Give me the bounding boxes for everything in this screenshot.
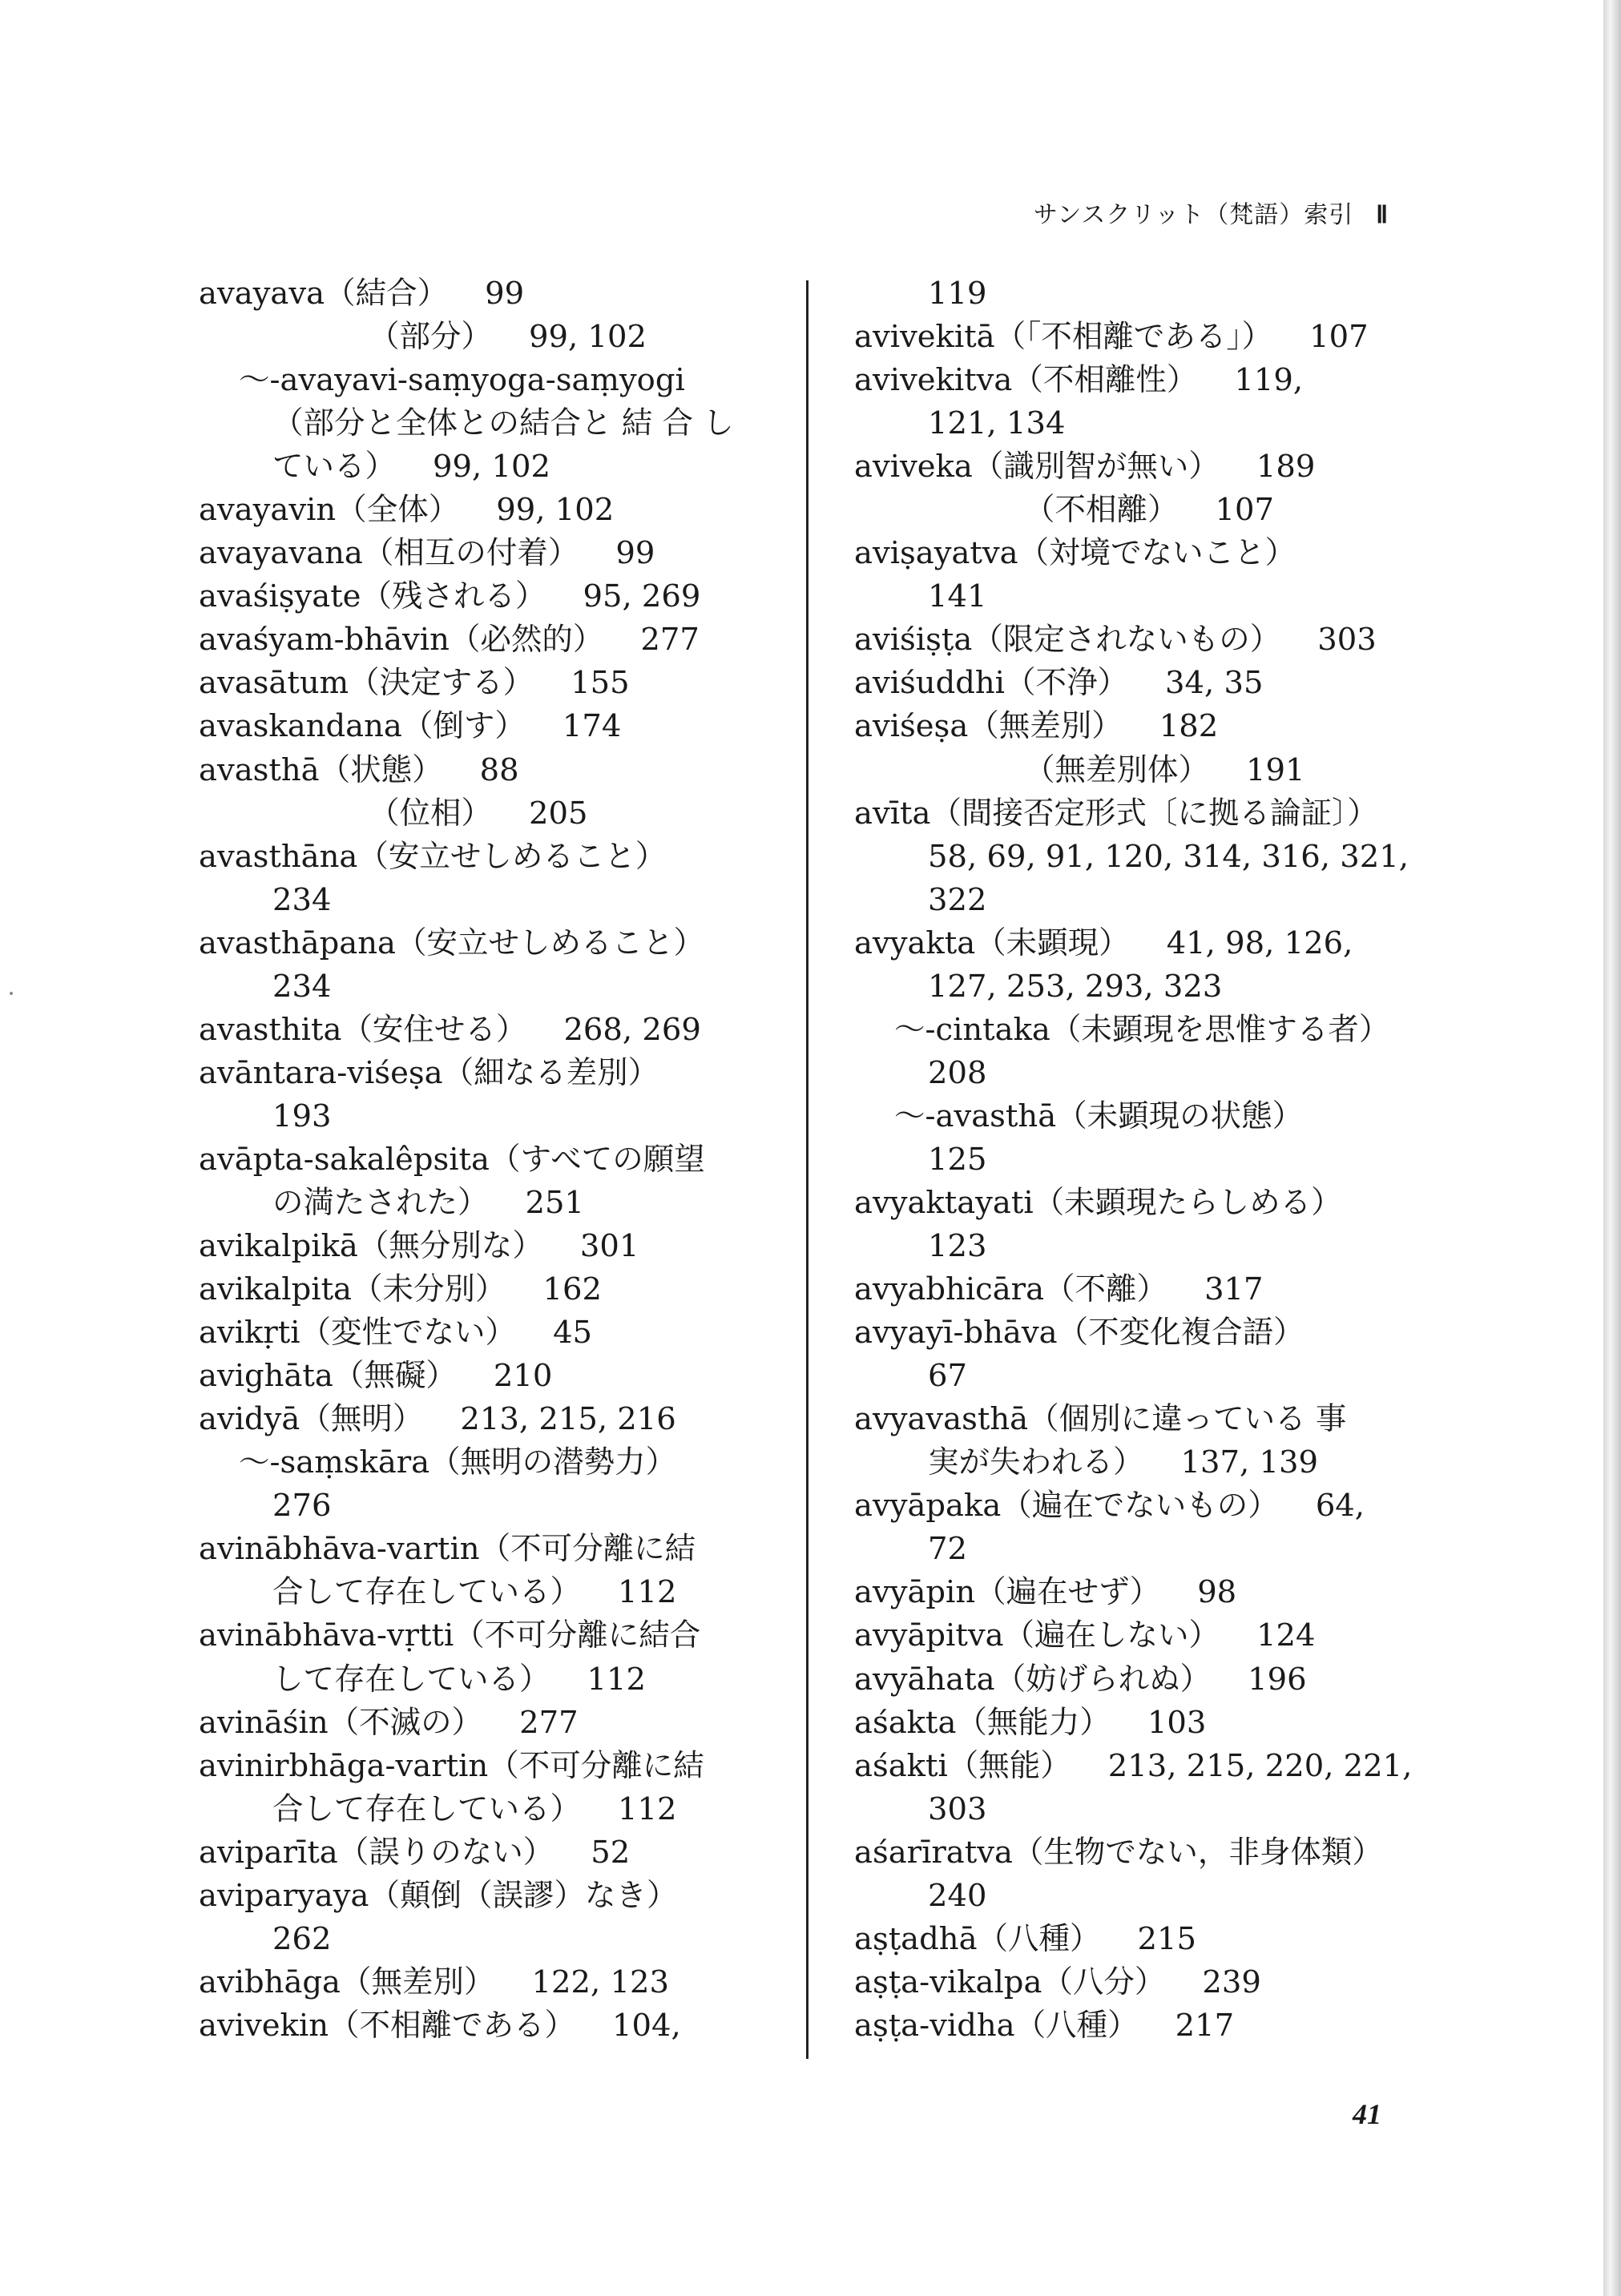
entry-gloss: （不可分離に結合 [454, 1617, 701, 1654]
entry-term: aviśuddhi [854, 665, 1005, 702]
entry-gloss: （個別に違っている 事 [1028, 1401, 1347, 1438]
index-entry [192, 1009, 801, 1052]
entry-term: avikalpita [199, 1271, 352, 1308]
index-entry [848, 1875, 1457, 1918]
index-entry [192, 1052, 801, 1095]
entry-term: aśakta [854, 1704, 957, 1741]
entry-gloss: （残される） [361, 578, 546, 615]
index-entry [848, 922, 1457, 965]
index-entry [848, 316, 1457, 359]
page-number: 41 [1353, 2098, 1381, 2130]
index-entry [848, 272, 1457, 316]
entry-pages: 99, 102 [496, 492, 615, 529]
index-entry [192, 1484, 801, 1528]
entry-gloss: （妨げられぬ） [994, 1661, 1212, 1698]
entry-pages: 125 [928, 1141, 987, 1178]
entry-term: avibhāga [199, 1964, 341, 2000]
entry-term: aṣṭadhā [854, 1920, 978, 1957]
index-entry [848, 359, 1457, 402]
entry-gloss: （不変化複合語） [1057, 1315, 1304, 1351]
entry-pages: 215 [1137, 1920, 1197, 1957]
entry-gloss: （無差別） [968, 708, 1123, 745]
index-entry [848, 575, 1457, 618]
entry-gloss: （無礙） [333, 1358, 457, 1395]
entry-pages: 303 [1317, 622, 1377, 659]
entry-term: aviśiṣṭa [854, 622, 973, 659]
entry-pages: 127, 253, 293, 323 [928, 968, 1223, 1005]
index-entry [848, 402, 1457, 445]
index-entry [192, 1138, 801, 1182]
entry-term: avaśiṣyate [199, 578, 361, 615]
entry-term: avyaktayati [854, 1184, 1034, 1221]
index-entry [848, 489, 1457, 532]
index-entry [192, 1788, 801, 1831]
entry-pages: 98 [1197, 1574, 1237, 1611]
entry-gloss: （対境でないこと） [1018, 535, 1296, 572]
index-entry [192, 1702, 801, 1745]
entry-term: aviparīta [199, 1834, 338, 1871]
scan-speck [10, 992, 13, 995]
entry-pages: 268, 269 [563, 1011, 701, 1048]
index-entry [192, 1268, 801, 1311]
index-entry [848, 2004, 1457, 2048]
entry-gloss: （未顕現） [975, 924, 1130, 961]
index-entry [848, 705, 1457, 748]
entry-gloss: （無分別な） [357, 1228, 543, 1265]
entry-pages: 276 [272, 1488, 332, 1525]
index-entry [848, 1658, 1457, 1702]
entry-term: 〜-avayavi-saṃyoga-saṃyogi [239, 362, 685, 399]
index-entry [192, 272, 801, 316]
index-entry [848, 1311, 1457, 1355]
index-entry [192, 922, 801, 965]
index-entry [848, 1961, 1457, 2004]
entry-gloss: （未顕現の状態） [1056, 1098, 1304, 1134]
index-entry [192, 1658, 801, 1702]
entry-pages: 189 [1256, 449, 1316, 485]
entry-pages: 107 [1309, 319, 1369, 356]
header-volume: Ⅱ [1376, 202, 1389, 228]
entry-gloss: して存在している） [272, 1661, 550, 1698]
index-entry [192, 1528, 801, 1571]
index-entry [848, 1355, 1457, 1398]
entry-gloss: （誤りのない） [337, 1834, 554, 1871]
entry-term: avīta [854, 795, 931, 832]
entry-pages: 205 [529, 795, 588, 832]
index-entry [192, 1745, 801, 1788]
entry-pages: 67 [928, 1358, 967, 1395]
entry-pages: 196 [1248, 1661, 1307, 1698]
entry-pages: 210 [493, 1358, 553, 1395]
index-entry [848, 1182, 1457, 1225]
entry-term: avināśin [199, 1704, 329, 1741]
entry-pages: 112 [618, 1574, 677, 1611]
index-entry [848, 1614, 1457, 1658]
entry-gloss: （無明） [300, 1401, 424, 1438]
index-entry [192, 879, 801, 922]
entry-gloss: （安住せる） [341, 1011, 527, 1048]
index-entry [848, 1225, 1457, 1268]
entry-term: avasthita [199, 1011, 342, 1048]
entry-gloss: 合して存在している） [272, 1790, 582, 1827]
entry-gloss: （生物でない，非身体類） [1012, 1834, 1383, 1871]
index-entry [192, 445, 801, 489]
index-entry [192, 1614, 801, 1658]
entry-gloss: （無明の潜勢力） [429, 1444, 677, 1481]
index-entry [192, 1441, 801, 1484]
entry-gloss: （不相離性） [1012, 362, 1198, 399]
entry-gloss: （倒す） [401, 708, 526, 745]
entry-gloss: （識別智が無い） [972, 449, 1220, 485]
index-entry [192, 489, 801, 532]
entry-term: avayavana [199, 535, 363, 572]
entry-pages: 45 [553, 1315, 593, 1351]
entry-term: avikṛti [199, 1315, 300, 1351]
entry-gloss: （位相） [369, 795, 493, 832]
entry-pages: 322 [928, 881, 987, 918]
entry-pages: 119, [1234, 362, 1304, 399]
entry-term: avikalpikā [199, 1228, 358, 1265]
index-entry [848, 1009, 1457, 1052]
entry-term: avighāta [199, 1358, 333, 1395]
column-divider [806, 280, 808, 2059]
index-entry [848, 1702, 1457, 1745]
index-entry [848, 879, 1457, 922]
entry-pages: 64, [1315, 1488, 1365, 1525]
entry-gloss: ている） [272, 449, 397, 485]
index-entry [848, 1484, 1457, 1528]
entry-term: aṣṭa-vidha [854, 2007, 1015, 2044]
entry-pages: 193 [272, 1098, 332, 1134]
entry-gloss: （八種） [1014, 2007, 1139, 2044]
entry-gloss: （不可分離に結 [488, 1747, 704, 1784]
entry-gloss: （顛倒（誤謬）なき） [369, 1877, 678, 1914]
index-entry [848, 1918, 1457, 1961]
entry-term: aśakti [854, 1747, 948, 1784]
index-entry [848, 1441, 1457, 1484]
entry-term: 〜-avasthā [894, 1098, 1057, 1134]
entry-pages: 208 [928, 1054, 987, 1091]
entry-pages: 72 [928, 1531, 967, 1568]
entry-gloss: （変性でない） [300, 1315, 517, 1351]
entry-gloss: （遍在せず） [975, 1574, 1161, 1611]
entry-gloss: （遍在しない） [1003, 1617, 1220, 1654]
entry-term: avivekitā [854, 319, 995, 356]
index-entry [848, 1095, 1457, 1138]
index-entry [192, 618, 801, 662]
entry-pages: 121, 134 [928, 405, 1066, 442]
index-entry [848, 618, 1457, 662]
entry-gloss: （無能） [947, 1747, 1071, 1784]
entry-gloss: （すべての願望 [489, 1141, 705, 1178]
entry-gloss: （八分） [1042, 1964, 1166, 2000]
entry-term: avivekitva [854, 362, 1013, 399]
entry-gloss: （全体） [336, 492, 460, 529]
entry-pages: 141 [928, 578, 987, 615]
index-entry [848, 1528, 1457, 1571]
index-entry [848, 1052, 1457, 1095]
entry-gloss: 実が失われる） [928, 1444, 1144, 1481]
entry-pages: 155 [571, 665, 630, 702]
entry-term: avyabhicāra [854, 1271, 1045, 1308]
entry-pages: 213, 215, 220, 221, [1107, 1747, 1413, 1784]
index-entry [848, 836, 1457, 879]
entry-term: avinābhāva-vartin [199, 1531, 480, 1568]
entry-gloss: （無差別体） [1024, 751, 1210, 788]
entry-term: avyayī-bhāva [854, 1315, 1058, 1351]
index-entry [192, 2004, 801, 2048]
entry-term: avinābhāva-vṛtti [199, 1617, 454, 1654]
entry-term: avasthāpana [199, 924, 396, 961]
index-entry [192, 316, 801, 359]
entry-pages: 240 [928, 1877, 987, 1914]
entry-term: avyāhata [854, 1661, 995, 1698]
entry-pages: 99, 102 [529, 319, 647, 356]
entry-term: avasātum [199, 665, 349, 702]
entry-gloss: （間接否定形式〔に拠る論証〕） [930, 795, 1378, 832]
entry-gloss: の満たされた） [272, 1184, 489, 1221]
entry-pages: 41, 98, 126, [1166, 924, 1353, 961]
entry-gloss: （細なる差別） [442, 1054, 659, 1091]
entry-pages: 239 [1202, 1964, 1261, 2000]
entry-pages: 217 [1175, 2007, 1235, 2044]
entry-term: avaskandana [199, 708, 402, 745]
running-header [1034, 195, 1389, 230]
index-entry [848, 749, 1457, 792]
entry-gloss: （未顕現たらしめる） [1033, 1184, 1342, 1221]
entry-gloss: （未分別） [352, 1271, 506, 1308]
entry-term: avyavasthā [854, 1401, 1029, 1438]
index-entry [192, 1961, 801, 2004]
entry-pages: 124 [1256, 1617, 1316, 1654]
entry-term: avasthāna [199, 838, 358, 875]
entry-pages: 95, 269 [583, 578, 701, 615]
entry-gloss: （未顕現を思惟する者） [1050, 1011, 1390, 1048]
entry-term: avivekin [199, 2007, 329, 2044]
entry-gloss: （不離） [1044, 1271, 1168, 1308]
entry-pages: 107 [1215, 492, 1275, 529]
entry-pages: 213, 215, 216 [460, 1401, 676, 1438]
entry-term: avāntara-viśeṣa [199, 1054, 443, 1091]
entry-term: aviveka [854, 449, 973, 485]
entry-term: aśarīratva [854, 1834, 1013, 1871]
entry-pages: 262 [272, 1920, 332, 1957]
index-entry [848, 1745, 1457, 1788]
entry-pages: 191 [1246, 751, 1305, 788]
entry-term: avaśyam-bhāvin [199, 622, 450, 659]
entry-term: 〜-saṃskāra [239, 1444, 430, 1481]
entry-term: avayava [199, 276, 325, 312]
entry-term: avayavin [199, 492, 337, 529]
entry-gloss: （安立せしめること） [395, 924, 704, 961]
entry-term: avyāpitva [854, 1617, 1004, 1654]
entry-gloss: （部分と全体との結合と 結 合 し [272, 405, 734, 442]
index-entry [192, 662, 801, 705]
index-entry [192, 1311, 801, 1355]
entry-pages: 112 [587, 1661, 647, 1698]
index-entry [192, 532, 801, 575]
entry-gloss: （不可分離に結 [479, 1531, 696, 1568]
index-entry [192, 1355, 801, 1398]
index-entry [192, 402, 801, 445]
entry-gloss: （限定されないもの） [972, 622, 1281, 659]
entry-gloss: （安立せしめること） [357, 838, 667, 875]
entry-gloss: 合して存在している） [272, 1574, 582, 1611]
index-entry [848, 1398, 1457, 1441]
entry-gloss: （遍在でないもの） [1001, 1488, 1279, 1525]
entry-pages: 234 [272, 881, 332, 918]
entry-term: avyakta [854, 924, 976, 961]
index-entry [848, 1831, 1457, 1875]
entry-pages: 99, 102 [433, 449, 550, 485]
entry-term: aviśeṣa [854, 708, 969, 745]
index-entry [848, 662, 1457, 705]
entry-pages: 88 [479, 751, 519, 788]
entry-pages: 119 [928, 276, 987, 312]
entry-gloss: （無能力） [956, 1704, 1111, 1741]
index-entry [192, 575, 801, 618]
index-entry [192, 1918, 801, 1961]
right-index-column [848, 272, 1457, 2048]
entry-gloss: （相互の付着） [362, 535, 579, 572]
index-entry [192, 1182, 801, 1225]
entry-pages: 122, 123 [531, 1964, 669, 2000]
index-entry [848, 1788, 1457, 1831]
entry-gloss: （無差別） [341, 1964, 495, 2000]
entry-gloss: （不滅の） [328, 1704, 483, 1741]
index-entry [192, 1875, 801, 1918]
entry-gloss: （部分） [369, 319, 493, 356]
entry-term: 〜-cintaka [894, 1011, 1050, 1048]
entry-pages: 112 [618, 1790, 677, 1827]
entry-pages: 317 [1204, 1271, 1264, 1308]
entry-term: aviparyaya [199, 1877, 369, 1914]
index-entry [192, 359, 801, 402]
entry-gloss: （不相離である） [329, 2007, 576, 2044]
entry-pages: 137, 139 [1180, 1444, 1318, 1481]
entry-pages: 303 [928, 1790, 987, 1827]
entry-gloss: （「不相離である」） [994, 319, 1273, 356]
entry-gloss: （八種） [977, 1920, 1101, 1957]
entry-pages: 99 [615, 535, 655, 572]
entry-pages: 34, 35 [1165, 665, 1264, 702]
entry-pages: 182 [1159, 708, 1219, 745]
index-entry [848, 532, 1457, 575]
entry-pages: 123 [928, 1228, 987, 1265]
index-entry [192, 965, 801, 1009]
index-entry [192, 1571, 801, 1614]
entry-pages: 99 [485, 276, 525, 312]
entry-gloss: （決定する） [349, 665, 534, 702]
entry-pages: 234 [272, 968, 332, 1005]
entry-pages: 58, 69, 91, 120, 314, 316, 321, [928, 838, 1409, 875]
index-entry [192, 1095, 801, 1138]
entry-term: avasthā [199, 751, 320, 788]
entry-gloss: （不浄） [1004, 665, 1128, 702]
index-entry [848, 1268, 1457, 1311]
index-entry [848, 1138, 1457, 1182]
entry-gloss: （不相離） [1024, 492, 1179, 529]
entry-term: aviṣayatva [854, 535, 1018, 572]
index-entry [848, 1571, 1457, 1614]
index-entry [192, 1831, 801, 1875]
entry-gloss: （必然的） [449, 622, 604, 659]
entry-term: avyāpin [854, 1574, 976, 1611]
entry-term: avinirbhāga-vartin [199, 1747, 489, 1784]
entry-gloss: （状態） [319, 751, 443, 788]
entry-term: avāpta-sakalêpsita [199, 1141, 490, 1178]
index-entry [192, 1398, 801, 1441]
entry-term: aṣṭa-vikalpa [854, 1964, 1042, 2000]
page-edge-shadow [1603, 0, 1621, 2296]
entry-pages: 52 [591, 1834, 631, 1871]
entry-pages: 174 [562, 708, 622, 745]
header-title: サンスクリット（梵語）索引 [1033, 201, 1354, 229]
entry-term: avidyā [199, 1401, 300, 1438]
entry-pages: 103 [1147, 1704, 1207, 1741]
entry-gloss: （結合） [325, 276, 449, 312]
index-entry [192, 836, 801, 879]
index-entry [192, 792, 801, 836]
entry-pages: 277 [640, 622, 700, 659]
entry-term: avyāpaka [854, 1488, 1002, 1525]
index-entry [192, 749, 801, 792]
entry-pages: 162 [542, 1271, 603, 1308]
entry-pages: 301 [579, 1228, 639, 1265]
index-entry [848, 445, 1457, 489]
left-index-column [192, 272, 801, 2048]
entry-pages: 251 [525, 1184, 585, 1221]
entry-pages: 277 [519, 1704, 579, 1741]
index-entry [192, 1225, 801, 1268]
entry-pages: 104, [612, 2007, 681, 2044]
index-entry [848, 965, 1457, 1009]
index-entry [848, 792, 1457, 836]
index-entry [192, 705, 801, 748]
